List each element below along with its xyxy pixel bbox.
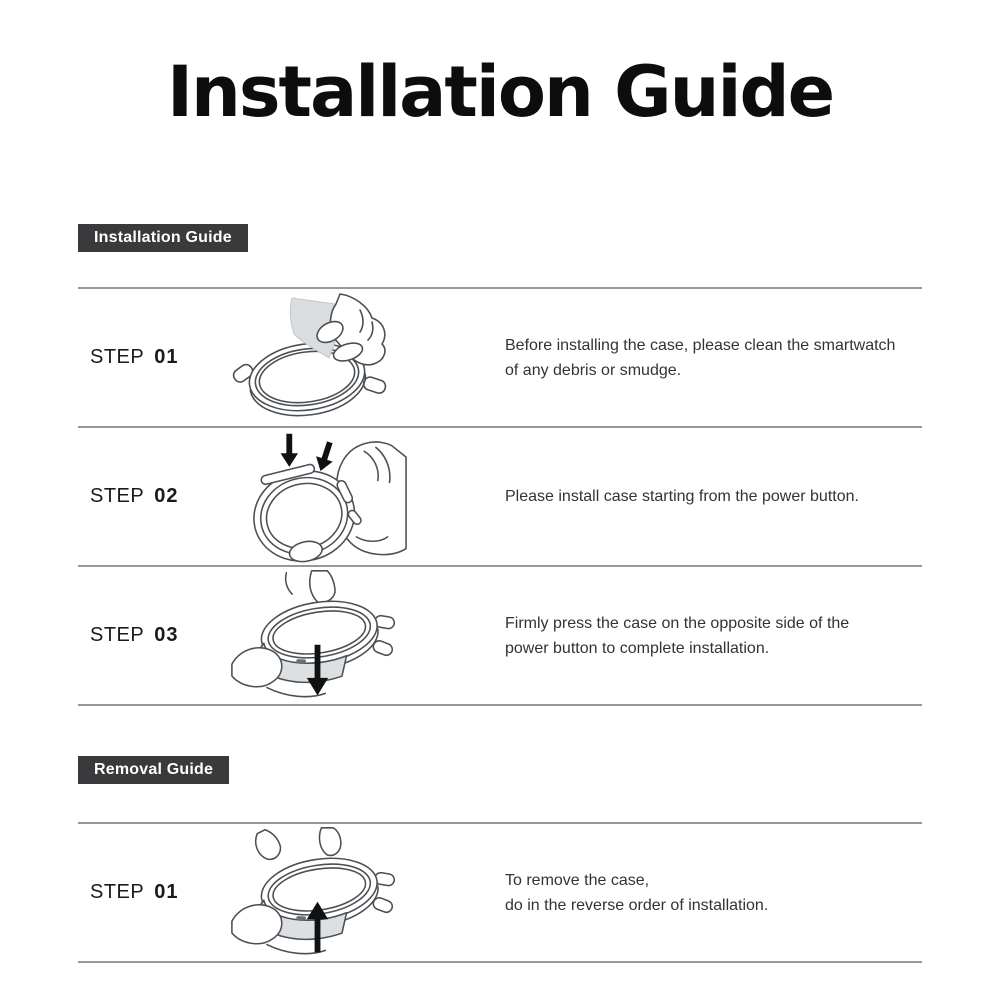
press-case-illustration <box>228 569 408 703</box>
finger <box>256 829 281 859</box>
step-label <box>78 485 228 508</box>
divider <box>78 961 922 963</box>
step-word: STEP <box>90 485 145 507</box>
installation-section-badge: Installation Guide <box>78 224 248 252</box>
down-arrow-icon <box>312 439 338 473</box>
install-case-illustration <box>228 430 408 564</box>
step-label <box>78 881 228 904</box>
installation-step-3-row <box>78 567 922 704</box>
content-area <box>78 134 922 963</box>
index-finger <box>310 570 335 602</box>
step-number: 01 <box>154 881 179 903</box>
removal-step-1-row <box>78 824 922 961</box>
thumb <box>232 904 282 943</box>
remove-case-illustration <box>228 826 408 960</box>
step-description: Firmly press the case on the opposite side of the power button to complete installation. <box>505 614 850 657</box>
step-word: STEP <box>90 624 145 646</box>
step-description: Please install case starting from the power button. <box>505 488 859 505</box>
step-description: Before installing the case, please clean the smartwatch of any debris or smudge. <box>505 336 896 379</box>
step-number: 01 <box>154 346 179 368</box>
down-arrow-icon <box>281 433 299 466</box>
index-finger <box>319 827 340 855</box>
step-number: 02 <box>154 485 179 507</box>
step-word: STEP <box>90 881 145 903</box>
thumb <box>232 647 282 686</box>
step-word: STEP <box>90 346 145 368</box>
page-title: Installation Guide <box>166 51 834 133</box>
clean-smartwatch-illustration <box>228 291 408 425</box>
step-label <box>78 624 228 647</box>
installation-step-2-row <box>78 428 922 565</box>
installation-step-1-row <box>78 289 922 426</box>
removal-section-badge: Removal Guide <box>78 756 229 784</box>
step-description: To remove the case, do in the reverse order of installation. <box>505 871 769 914</box>
step-label <box>78 346 228 369</box>
step-number: 03 <box>154 624 179 646</box>
